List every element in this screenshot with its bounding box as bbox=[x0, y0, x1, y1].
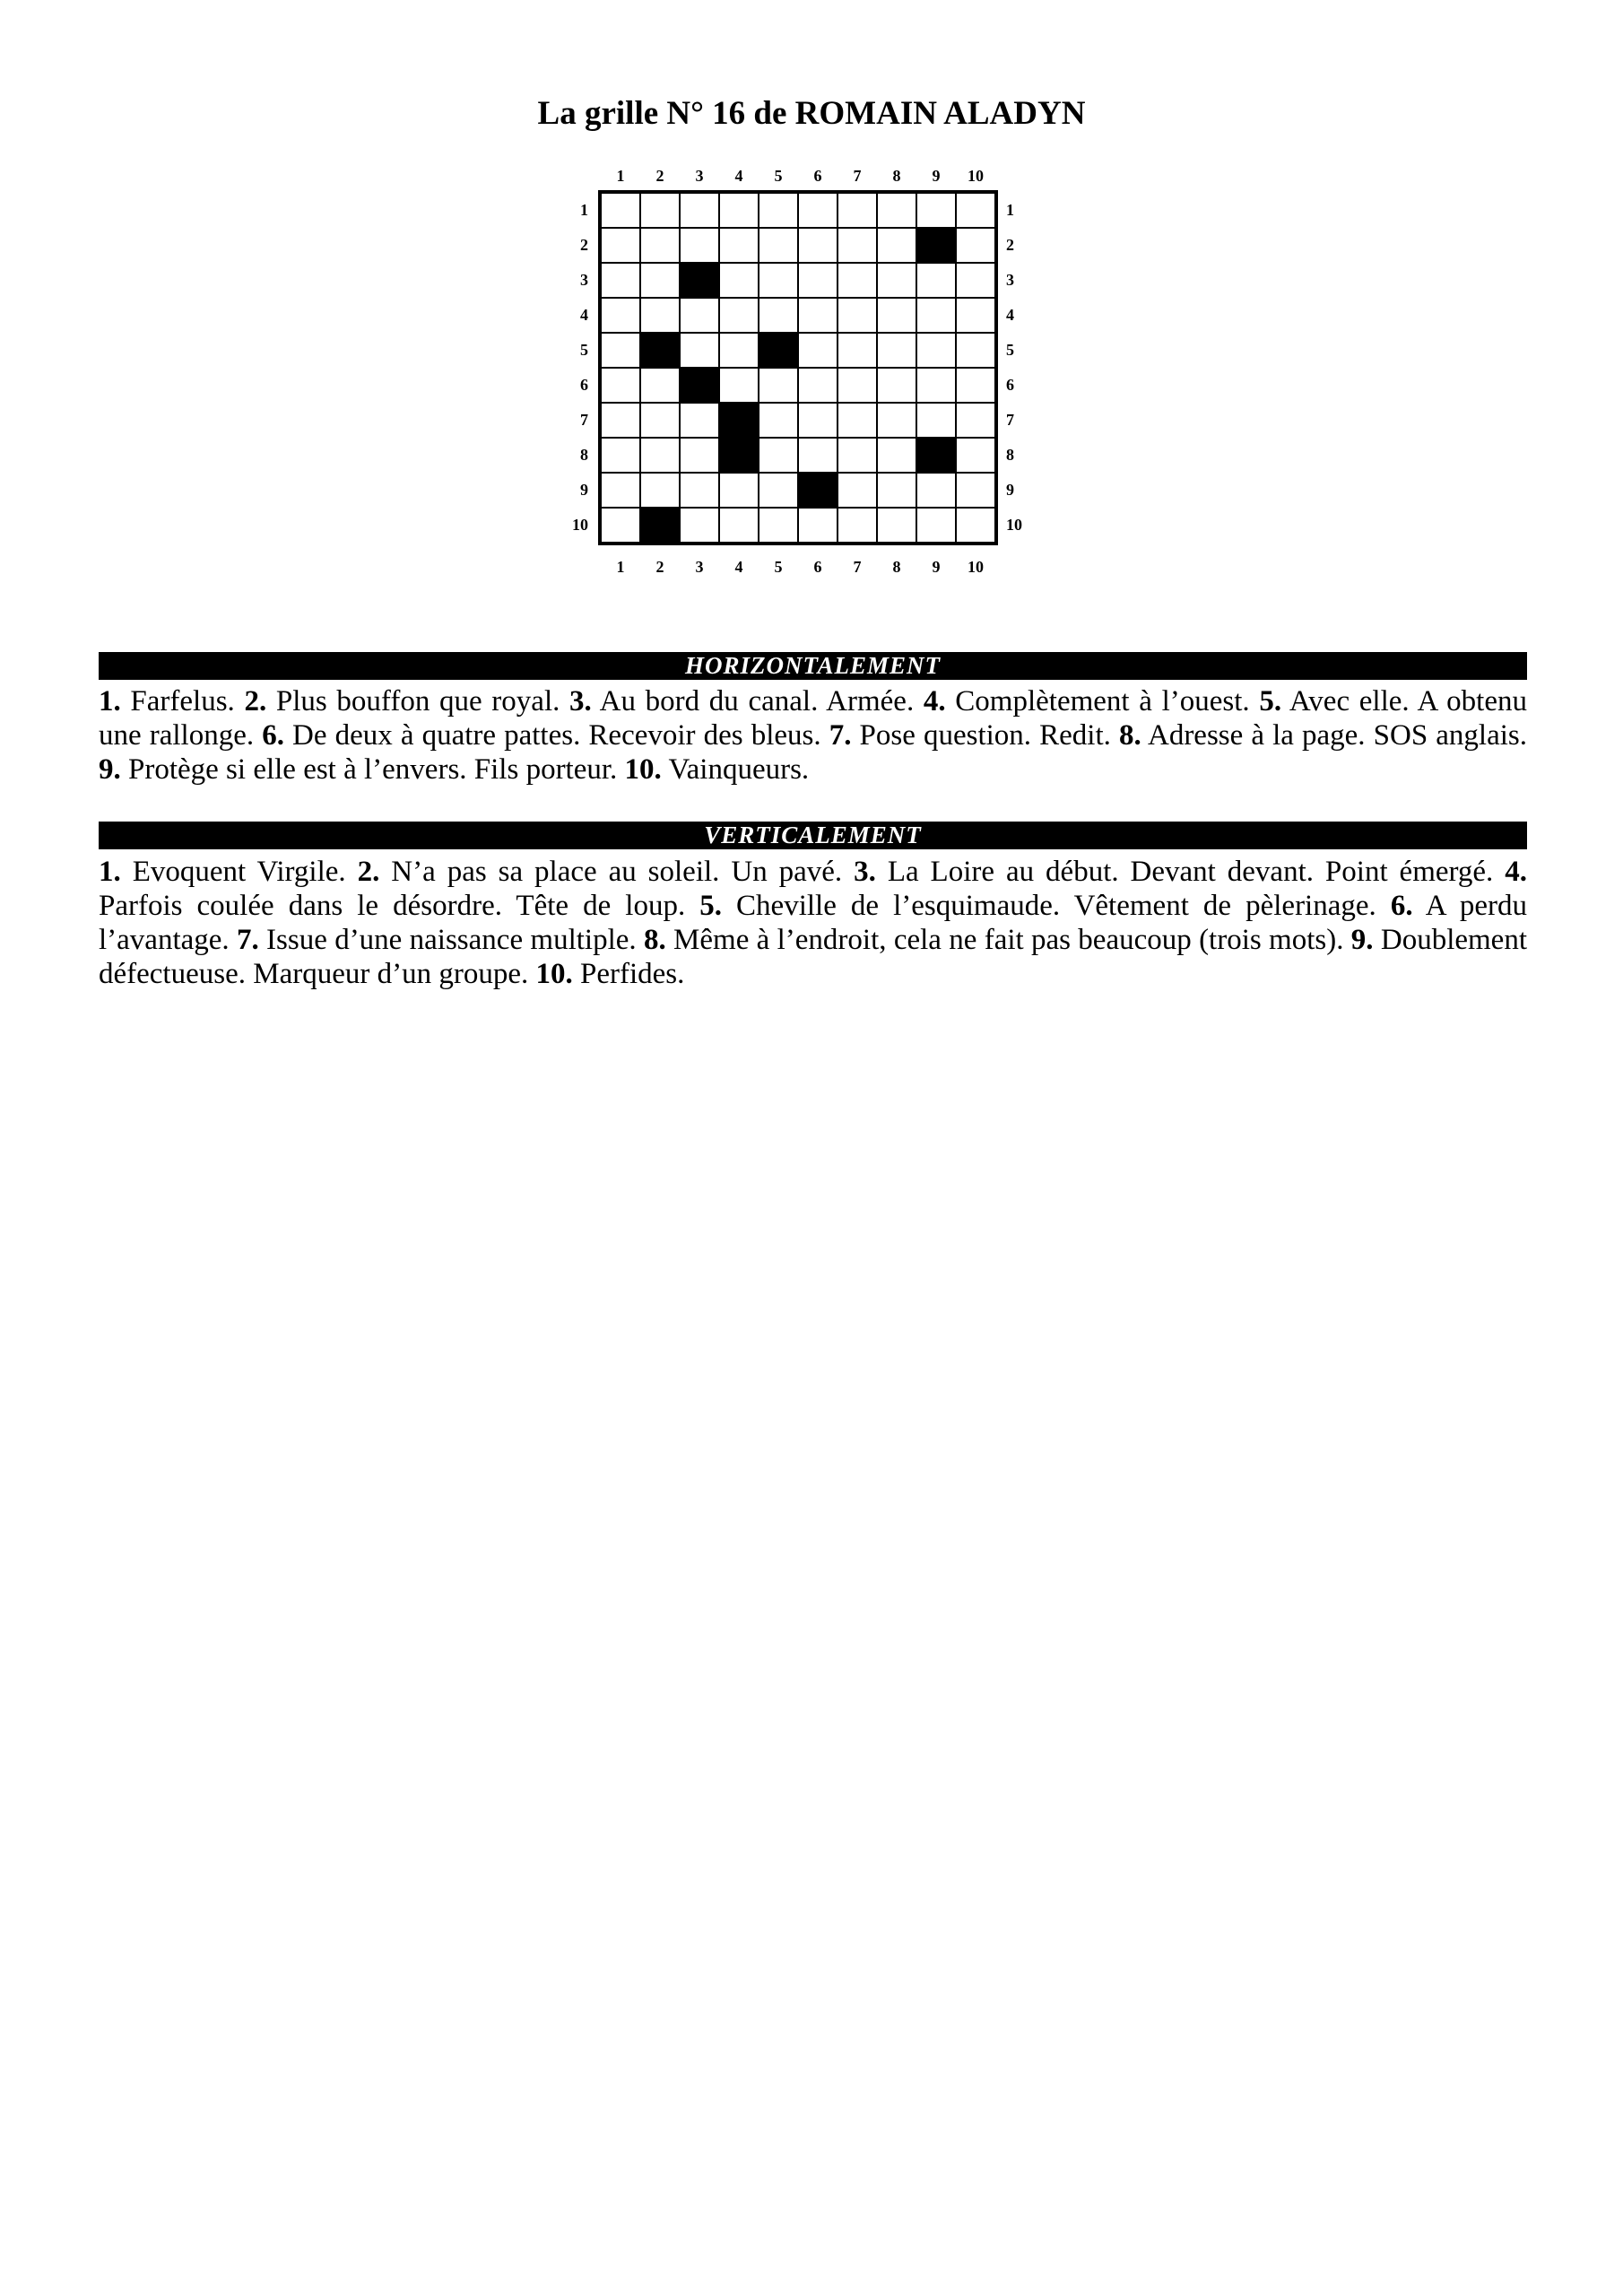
grid-cell bbox=[798, 263, 838, 298]
grid-cell bbox=[838, 333, 877, 368]
grid-cell bbox=[956, 193, 995, 228]
grid-cell bbox=[877, 473, 916, 508]
grid-row-labels-right bbox=[1006, 193, 1042, 543]
clue-number: 2. bbox=[244, 685, 267, 718]
grid-cell bbox=[798, 438, 838, 473]
clue-number: 4. bbox=[923, 685, 946, 718]
clue-text: Avec elle. A obtenu une rallonge. bbox=[99, 685, 1527, 752]
grid-cell bbox=[877, 263, 916, 298]
grid-cell bbox=[838, 508, 877, 543]
grid-col-label: 10 bbox=[968, 558, 984, 576]
grid-cell bbox=[798, 298, 838, 333]
grid-row-label: 9 bbox=[1006, 481, 1014, 499]
clue-text: Parfois coulée dans le désordre. Tête de loup. bbox=[99, 890, 700, 922]
clue-text: Pose question. Redit. bbox=[851, 719, 1119, 752]
clue-text: Cheville de l’esquimaude. Vêtement de pèlerinage. bbox=[722, 890, 1391, 922]
clue-number: 3. bbox=[569, 685, 592, 718]
grid-col-label: 1 bbox=[616, 558, 625, 576]
grid-cell bbox=[956, 263, 995, 298]
grid-cell bbox=[838, 403, 877, 438]
grid-cell bbox=[719, 473, 759, 508]
grid-col-label: 4 bbox=[734, 167, 743, 185]
clue-number: 7. bbox=[829, 719, 852, 752]
grid-cell bbox=[916, 193, 956, 228]
grid-cell bbox=[838, 193, 877, 228]
clue-number: 5. bbox=[1259, 685, 1282, 718]
clue-text: Même à l’endroit, cela ne fait pas beaucoup (trois mots). bbox=[665, 924, 1351, 956]
grid-row-label: 8 bbox=[1006, 446, 1014, 464]
grid-col-label: 3 bbox=[695, 558, 704, 576]
grid-cell bbox=[759, 263, 798, 298]
clue-text: Doublement défectueuse. Marqueur d’un groupe. bbox=[99, 924, 1527, 990]
grid-cell bbox=[601, 368, 640, 403]
grid-cell bbox=[759, 368, 798, 403]
grid-col-label: 5 bbox=[774, 558, 783, 576]
grid-col-label: 6 bbox=[813, 558, 822, 576]
grid-row-label: 3 bbox=[1006, 271, 1014, 289]
clue-text: A perdu l’avantage. bbox=[99, 890, 1528, 956]
grid-cell bbox=[877, 508, 916, 543]
clue-text: La Loire au début. Devant devant. Point émergé. bbox=[875, 856, 1506, 888]
grid-cell bbox=[719, 508, 759, 543]
grid-cell bbox=[601, 508, 640, 543]
grid-cell bbox=[798, 368, 838, 403]
section-header-vertical-label: VERTICALEMENT bbox=[704, 822, 922, 848]
grid-cell bbox=[838, 228, 877, 263]
grid-cell-black bbox=[640, 333, 680, 368]
grid-row-label: 5 bbox=[1006, 341, 1014, 359]
clue-text: Adresse à la page. SOS anglais. bbox=[1141, 719, 1527, 752]
grid-cell-black bbox=[640, 508, 680, 543]
grid-cell bbox=[759, 193, 798, 228]
grid-cell bbox=[601, 438, 640, 473]
grid-cell-black bbox=[719, 403, 759, 438]
section-header-horizontal-label: HORIZONTALEMENT bbox=[684, 652, 942, 679]
grid-row-label: 7 bbox=[580, 411, 588, 429]
grid-row-label: 2 bbox=[580, 236, 588, 254]
grid-cell bbox=[680, 228, 719, 263]
grid-cell-black bbox=[680, 263, 719, 298]
grid-cell bbox=[719, 368, 759, 403]
grid-cell bbox=[719, 228, 759, 263]
grid-cell bbox=[759, 473, 798, 508]
grid-cell bbox=[877, 403, 916, 438]
grid-col-label: 6 bbox=[813, 167, 822, 185]
grid-col-labels-top bbox=[601, 166, 995, 186]
grid-row-label: 9 bbox=[580, 481, 588, 499]
grid-col-label: 3 bbox=[695, 167, 704, 185]
grid-cell-black bbox=[759, 333, 798, 368]
grid-cell bbox=[601, 298, 640, 333]
grid-col-label: 2 bbox=[655, 167, 664, 185]
clue-text: De deux à quatre pattes. Recevoir des bleus. bbox=[283, 719, 829, 752]
grid-cell bbox=[680, 473, 719, 508]
clue-text: Au bord du canal. Armée. bbox=[591, 685, 924, 718]
grid-col-label: 5 bbox=[774, 167, 783, 185]
grid-row-label: 7 bbox=[1006, 411, 1014, 429]
clue-text: Complètement à l’ouest. bbox=[945, 685, 1260, 718]
grid-cell bbox=[916, 473, 956, 508]
grid-cell-black bbox=[798, 473, 838, 508]
grid-cell bbox=[640, 193, 680, 228]
grid-cell bbox=[798, 508, 838, 543]
grid-cell bbox=[759, 403, 798, 438]
crossword-grid-cells bbox=[601, 193, 995, 543]
clue-number: 3. bbox=[854, 856, 876, 888]
grid-cell bbox=[640, 438, 680, 473]
grid-cell bbox=[877, 228, 916, 263]
grid-col-label: 1 bbox=[616, 167, 625, 185]
clue-text: Issue d’une naissance multiple. bbox=[258, 924, 644, 956]
grid-row-label: 4 bbox=[580, 306, 588, 324]
clue-number: 6. bbox=[262, 719, 284, 752]
grid-cell bbox=[877, 193, 916, 228]
clue-number: 4. bbox=[1505, 856, 1527, 888]
crossword-grid bbox=[598, 190, 998, 545]
clue-text: Evoquent Virgile. bbox=[120, 856, 358, 888]
grid-col-label: 4 bbox=[734, 558, 743, 576]
grid-cell bbox=[680, 438, 719, 473]
grid-cell bbox=[601, 263, 640, 298]
grid-cell bbox=[640, 403, 680, 438]
grid-cell bbox=[601, 193, 640, 228]
grid-cell bbox=[798, 403, 838, 438]
grid-cell bbox=[719, 298, 759, 333]
clue-number: 6. bbox=[1390, 890, 1413, 922]
grid-cell bbox=[680, 333, 719, 368]
clue-text: Plus bouffon que royal. bbox=[266, 685, 570, 718]
page-title: La grille N° 16 de ROMAIN ALADYN bbox=[537, 95, 1086, 132]
clue-number: 9. bbox=[1350, 924, 1374, 956]
grid-cell bbox=[916, 298, 956, 333]
grid-col-labels-bottom bbox=[601, 557, 995, 577]
grid-cell bbox=[601, 333, 640, 368]
grid-cell-black bbox=[916, 438, 956, 473]
grid-cell bbox=[640, 228, 680, 263]
clue-text: Perfides. bbox=[572, 958, 685, 990]
grid-cell bbox=[719, 333, 759, 368]
grid-cell bbox=[956, 473, 995, 508]
clue-number: 8. bbox=[1118, 719, 1141, 752]
grid-col-label: 2 bbox=[655, 558, 664, 576]
grid-row-label: 6 bbox=[580, 376, 588, 394]
grid-cell-black bbox=[719, 438, 759, 473]
grid-cell bbox=[956, 403, 995, 438]
grid-cell-black bbox=[680, 368, 719, 403]
grid-cell bbox=[680, 508, 719, 543]
grid-cell bbox=[759, 508, 798, 543]
grid-row-label: 8 bbox=[580, 446, 588, 464]
grid-cell bbox=[640, 473, 680, 508]
grid-cell bbox=[956, 333, 995, 368]
grid-cell bbox=[916, 368, 956, 403]
grid-cell bbox=[916, 508, 956, 543]
clue-number: 9. bbox=[99, 753, 121, 786]
grid-row-label: 10 bbox=[1006, 516, 1022, 534]
grid-cell bbox=[956, 228, 995, 263]
grid-row-label: 4 bbox=[1006, 306, 1014, 324]
clue-number: 7. bbox=[236, 924, 259, 956]
clue-number: 8. bbox=[643, 924, 666, 956]
grid-cell bbox=[916, 333, 956, 368]
grid-row-label: 6 bbox=[1006, 376, 1014, 394]
grid-cell bbox=[838, 298, 877, 333]
grid-cell-black bbox=[916, 228, 956, 263]
grid-col-label: 9 bbox=[932, 167, 941, 185]
grid-row-label: 5 bbox=[580, 341, 588, 359]
grid-cell bbox=[759, 438, 798, 473]
grid-cell bbox=[838, 368, 877, 403]
grid-cell bbox=[601, 473, 640, 508]
grid-cell bbox=[759, 228, 798, 263]
grid-cell bbox=[601, 403, 640, 438]
grid-row-label: 3 bbox=[580, 271, 588, 289]
grid-row-labels-left bbox=[552, 193, 588, 543]
grid-row-label: 1 bbox=[1006, 201, 1014, 219]
grid-col-label: 10 bbox=[968, 167, 984, 185]
grid-cell bbox=[798, 333, 838, 368]
grid-cell bbox=[838, 263, 877, 298]
clue-number: 2. bbox=[357, 856, 380, 888]
clue-text: Vainqueurs. bbox=[661, 753, 810, 786]
grid-cell bbox=[956, 298, 995, 333]
grid-col-label: 8 bbox=[892, 167, 901, 185]
grid-cell bbox=[798, 193, 838, 228]
grid-cell bbox=[956, 368, 995, 403]
clue-text: N’a pas sa place au soleil. Un pavé. bbox=[379, 856, 855, 888]
grid-cell bbox=[877, 368, 916, 403]
grid-cell bbox=[877, 438, 916, 473]
grid-col-label: 7 bbox=[853, 558, 862, 576]
grid-row-label: 10 bbox=[572, 516, 588, 534]
grid-cell bbox=[680, 298, 719, 333]
grid-cell bbox=[719, 263, 759, 298]
grid-col-label: 8 bbox=[892, 558, 901, 576]
grid-row-label: 2 bbox=[1006, 236, 1014, 254]
grid-cell bbox=[640, 368, 680, 403]
grid-cell bbox=[916, 263, 956, 298]
vertical-clues-paragraph bbox=[99, 855, 1527, 991]
grid-cell bbox=[877, 333, 916, 368]
clue-text: Farfelus. bbox=[120, 685, 245, 718]
clue-number: 5. bbox=[699, 890, 722, 922]
grid-cell bbox=[838, 438, 877, 473]
clue-number: 10. bbox=[624, 753, 662, 786]
grid-cell bbox=[798, 228, 838, 263]
grid-col-label: 9 bbox=[932, 558, 941, 576]
horizontal-clues-paragraph bbox=[99, 684, 1527, 787]
clue-number: 1. bbox=[99, 856, 121, 888]
grid-col-label: 7 bbox=[853, 167, 862, 185]
section-header-vertical bbox=[99, 822, 1527, 849]
grid-cell bbox=[640, 263, 680, 298]
grid-cell bbox=[916, 403, 956, 438]
grid-cell bbox=[838, 473, 877, 508]
grid-cell bbox=[956, 438, 995, 473]
grid-cell bbox=[759, 298, 798, 333]
grid-cell bbox=[956, 508, 995, 543]
grid-cell bbox=[877, 298, 916, 333]
section-header-horizontal bbox=[99, 652, 1527, 680]
clue-text: Protège si elle est à l’envers. Fils porteur. bbox=[120, 753, 625, 786]
clue-number: 10. bbox=[535, 958, 573, 990]
clue-number: 1. bbox=[99, 685, 121, 718]
grid-cell bbox=[719, 193, 759, 228]
grid-row-label: 1 bbox=[580, 201, 588, 219]
grid-cell bbox=[680, 403, 719, 438]
grid-cell bbox=[640, 298, 680, 333]
grid-cell bbox=[601, 228, 640, 263]
grid-cell bbox=[680, 193, 719, 228]
